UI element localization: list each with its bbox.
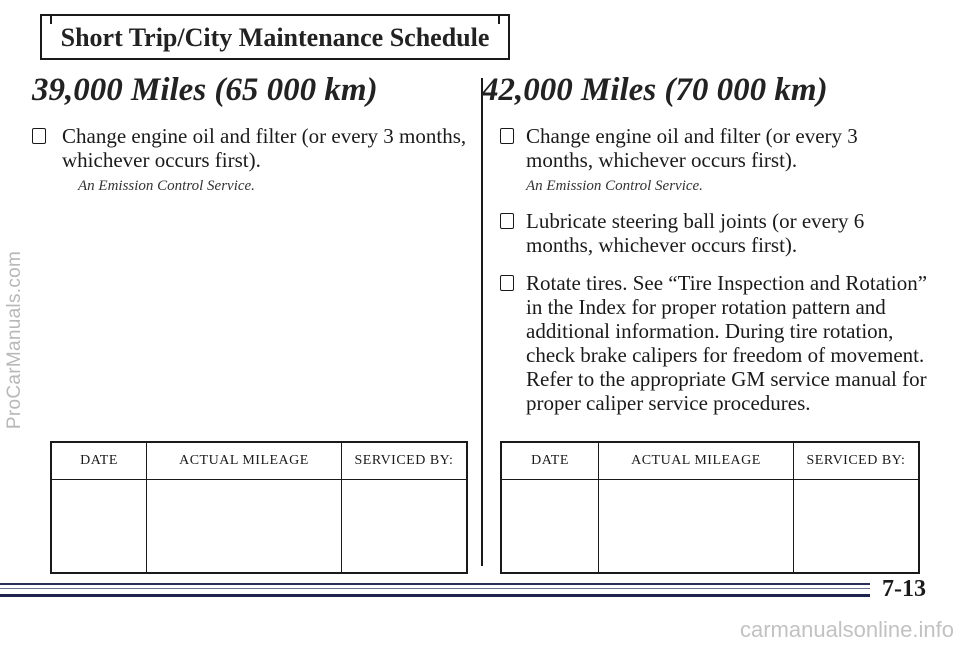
section-title: Short Trip/City Maintenance Schedule xyxy=(60,23,490,52)
task-text: Change engine oil and filter (or every 3 months, whichever occurs first). xyxy=(526,124,858,172)
task-text: Lubricate steering ball joints (or every 6 months, whichever occurs first). xyxy=(526,209,865,257)
checkbox-icon[interactable] xyxy=(500,275,514,291)
mileage-heading-left: 39,000 Miles (65 000 km) xyxy=(32,72,378,108)
date-cell[interactable] xyxy=(501,480,599,574)
mileage-cell[interactable] xyxy=(147,480,342,574)
column-header-date: DATE xyxy=(51,442,147,480)
column-header-mileage: ACTUAL MILEAGE xyxy=(599,442,794,480)
table-row xyxy=(51,480,467,574)
footer-rule xyxy=(0,594,870,597)
task-item xyxy=(482,209,930,257)
table-row xyxy=(501,480,919,574)
task-text: Change engine oil and filter (or every 3 months, whichever occurs first). xyxy=(62,124,467,172)
service-log-table-left xyxy=(50,441,468,574)
task-text: Rotate tires. See “Tire Inspection and Rotation” in the Index for proper rotation pattern and additional information. During tire rotation, check brake calipers for freedom of movement. Refer to the appropriate GM service manual for proper caliper service procedures. xyxy=(526,271,928,415)
column-header-serviced-by: SERVICED BY: xyxy=(341,442,467,480)
mileage-heading-right: 42,000 Miles (70 000 km) xyxy=(482,72,828,108)
table-header-row xyxy=(501,442,919,480)
task-note: An Emission Control Service. xyxy=(526,178,703,194)
serviced-by-cell[interactable] xyxy=(341,480,467,574)
checkbox-icon[interactable] xyxy=(500,213,514,229)
footer-watermark: carmanualsonline.info xyxy=(739,617,954,642)
right-column xyxy=(482,70,930,415)
page-number: 7-13 xyxy=(882,576,926,602)
left-column xyxy=(32,70,472,195)
column-header-mileage: ACTUAL MILEAGE xyxy=(147,442,342,480)
task-item xyxy=(32,124,472,172)
checkbox-icon[interactable] xyxy=(32,128,46,144)
footer-rule xyxy=(0,583,870,585)
serviced-by-cell[interactable] xyxy=(793,480,919,574)
section-title-box xyxy=(40,14,510,60)
column-header-date: DATE xyxy=(501,442,599,480)
checkbox-icon[interactable] xyxy=(500,128,514,144)
task-item xyxy=(482,271,930,415)
side-watermark xyxy=(2,150,28,530)
side-watermark-text: ProCarManuals.com xyxy=(4,250,25,430)
date-cell[interactable] xyxy=(51,480,147,574)
service-log-table-right xyxy=(500,441,920,574)
footer-rule xyxy=(0,588,870,589)
task-note: An Emission Control Service. xyxy=(78,178,255,194)
mileage-cell[interactable] xyxy=(599,480,794,574)
column-header-serviced-by: SERVICED BY: xyxy=(793,442,919,480)
table-header-row xyxy=(51,442,467,480)
task-item xyxy=(482,124,930,172)
